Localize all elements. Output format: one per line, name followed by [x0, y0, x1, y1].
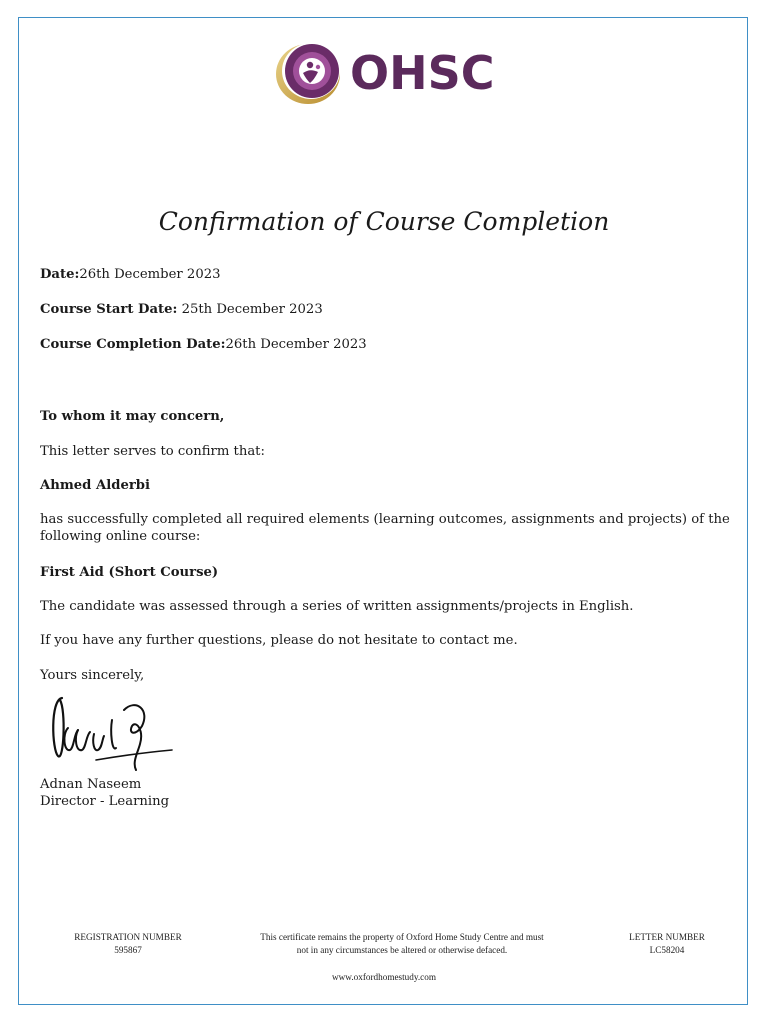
letter-number-label: LETTER NUMBER [629, 932, 705, 942]
registration-block [48, 931, 208, 957]
date-label: Date: [40, 267, 80, 282]
notice-line-2: not in any circumstances be altered or otherwise defaced. [296, 945, 508, 955]
signatory-name: Adnan Naseem [40, 777, 142, 792]
start-date-value: 25th December 2023 [181, 302, 323, 317]
contact-text: If you have any further questions, please do not hesitate to contact me. [40, 633, 518, 648]
letter-number: LC58204 [649, 945, 685, 955]
handwritten-signature [40, 690, 176, 780]
closing-text: Yours sincerely, [40, 668, 145, 683]
completion-date-label: Course Completion Date: [40, 337, 226, 352]
intro-text: This letter serves to confirm that: [40, 444, 265, 459]
registration-label: REGISTRATION NUMBER [74, 932, 182, 942]
start-date-label: Course Start Date: [40, 302, 178, 317]
date-line [40, 266, 221, 283]
start-date-line [40, 301, 323, 318]
signatory-title: Director - Learning [40, 794, 170, 809]
candidate-name: Ahmed Alderbi [40, 478, 151, 493]
property-notice [222, 931, 582, 957]
document-title: Confirmation of Course Completion [158, 207, 610, 236]
date-value: 26th December 2023 [79, 267, 221, 282]
salutation: To whom it may concern, [40, 409, 225, 424]
registration-number: 595867 [114, 945, 142, 955]
ohsc-logo [274, 40, 496, 106]
completion-date-line [40, 336, 367, 353]
ohsc-emblem-icon [274, 40, 344, 106]
logo-wordmark: OHSC [350, 46, 495, 100]
letter-number-block [600, 931, 734, 957]
notice-line-1: This certificate remains the property of Oxford Home Study Centre and must [260, 932, 544, 942]
website-url: www.oxfordhomestudy.com [332, 972, 436, 982]
completion-date-value: 26th December 2023 [225, 337, 367, 352]
completion-statement: has successfully completed all required elements (learning outcomes, assignments and projects) of the following online course: [40, 512, 730, 544]
course-name: First Aid (Short Course) [40, 565, 219, 580]
assessment-text: The candidate was assessed through a series of written assignments/projects in English. [40, 599, 634, 614]
